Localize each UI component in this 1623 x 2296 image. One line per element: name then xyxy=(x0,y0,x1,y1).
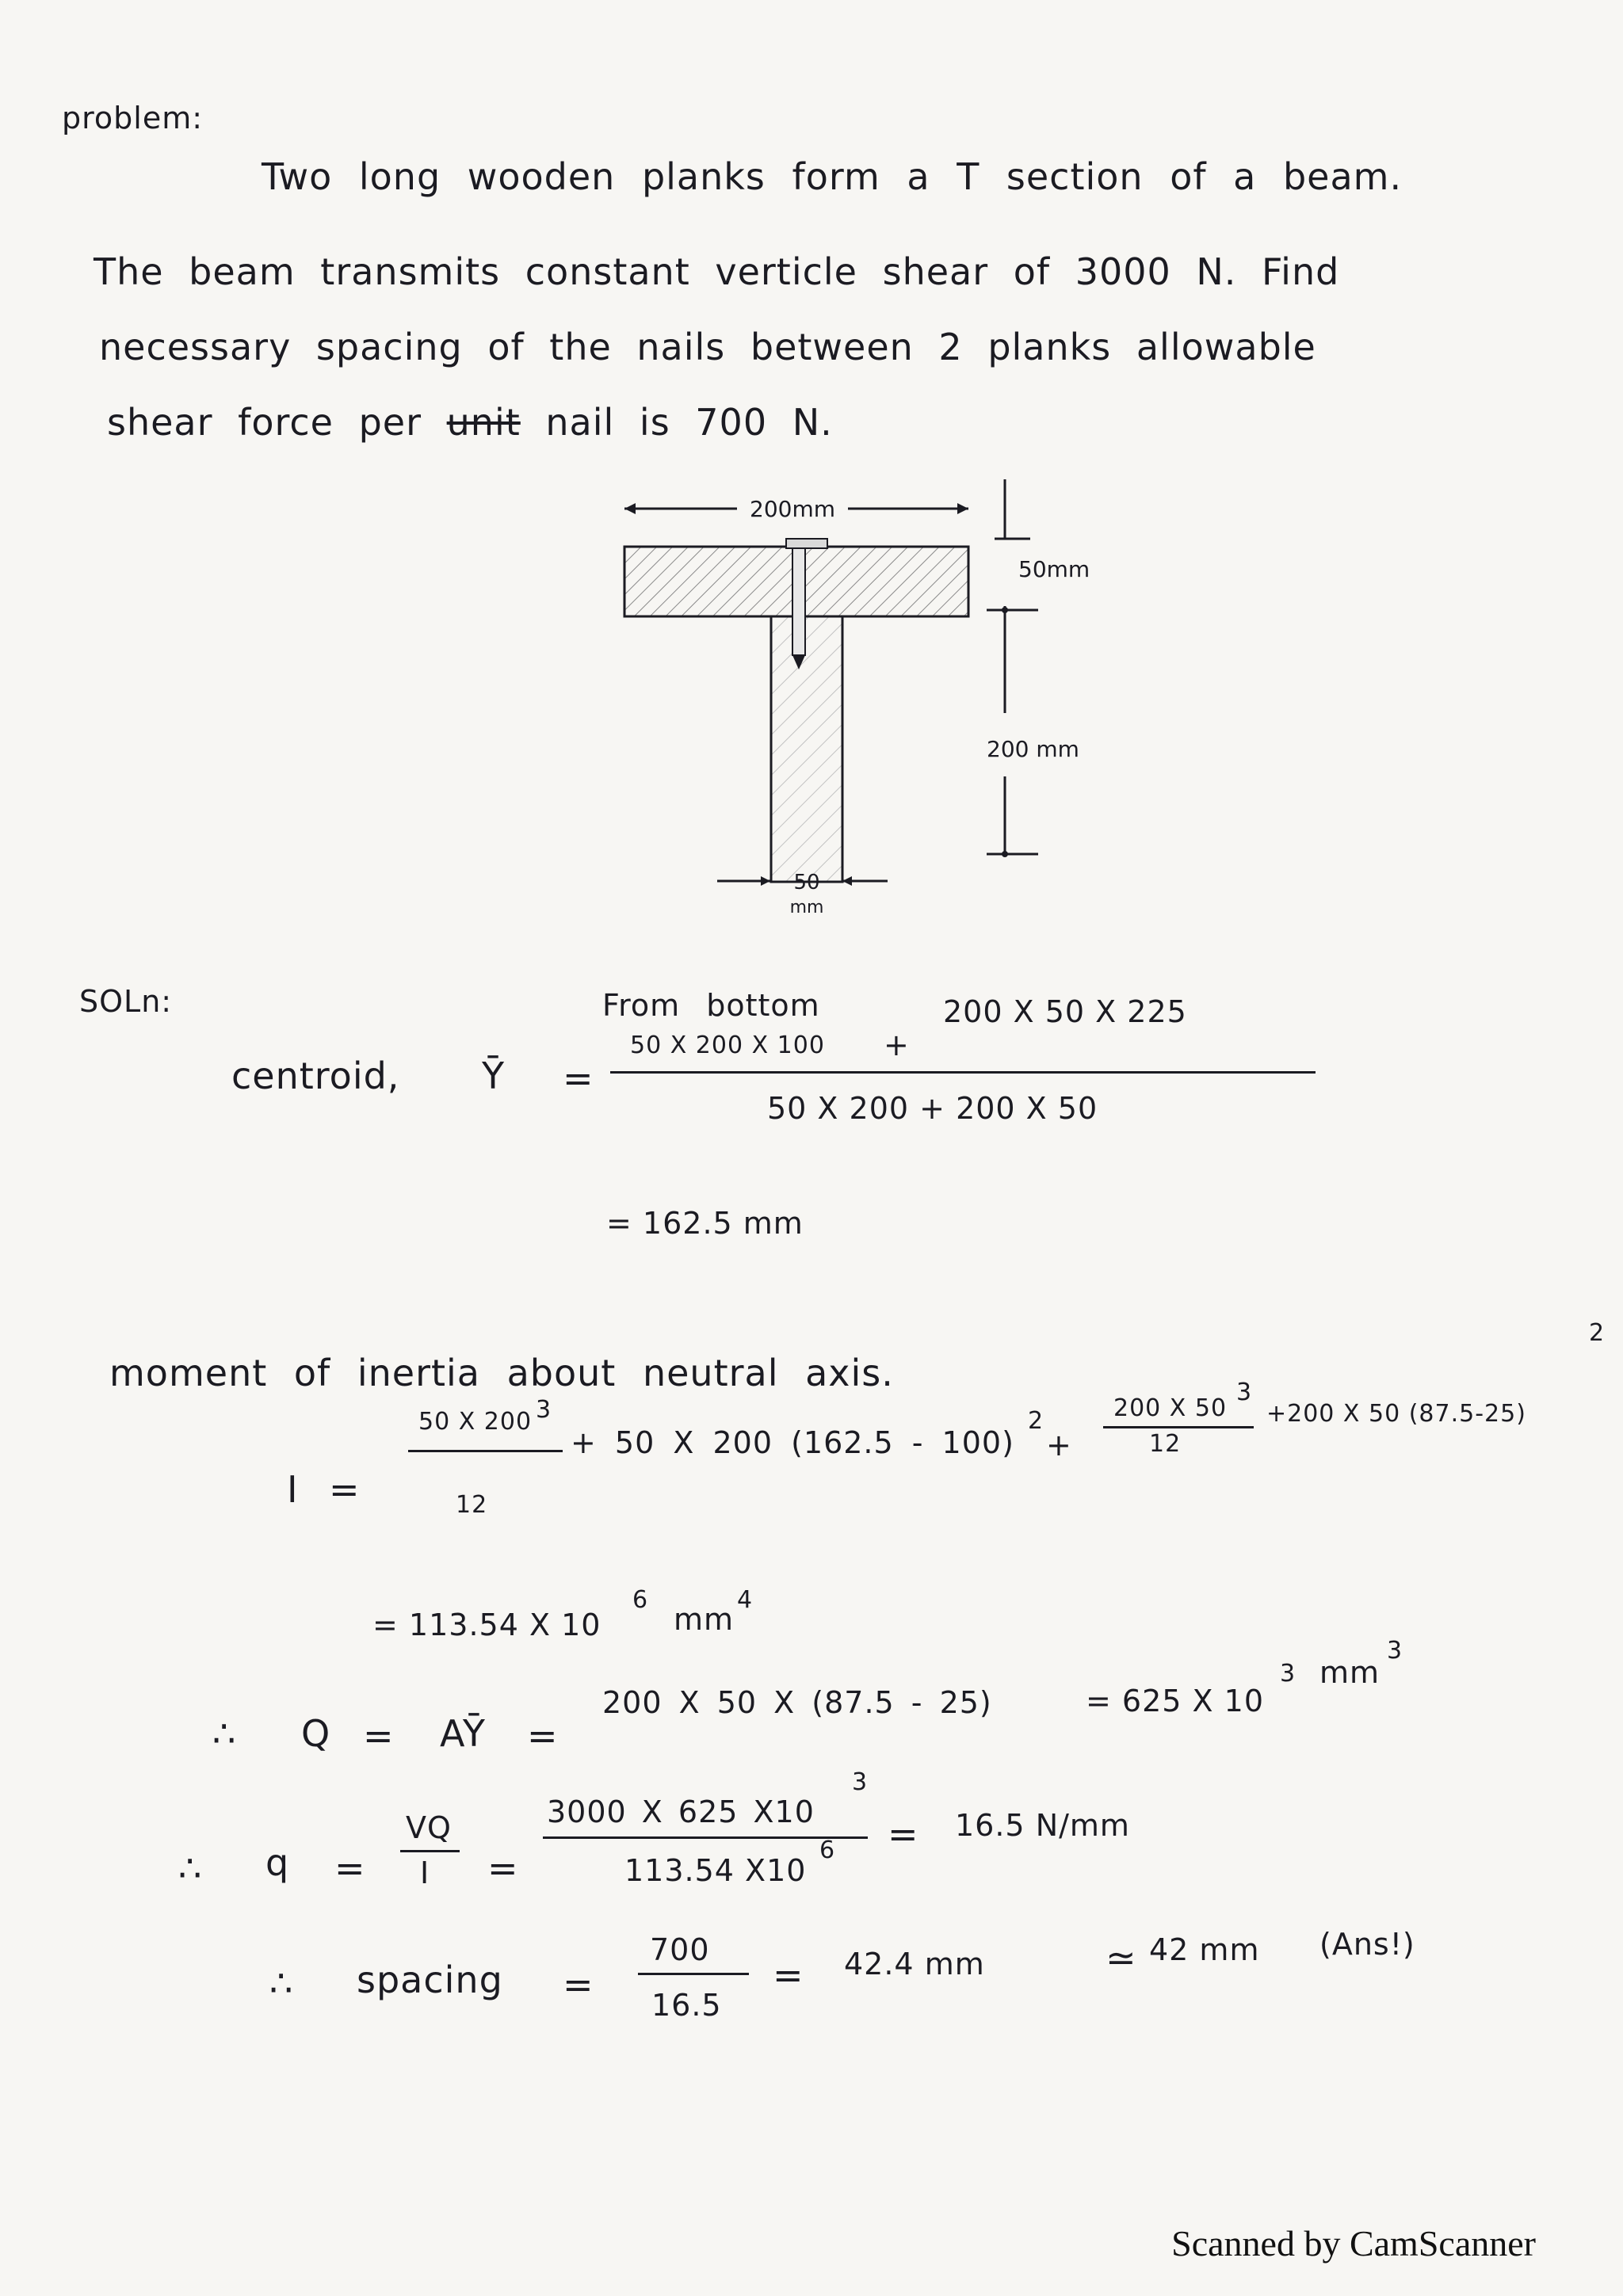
struck-word: unit xyxy=(446,401,521,444)
I-term1-numerator: 50 X 200 xyxy=(418,1408,533,1436)
spacing-final: 42 mm xyxy=(1149,1932,1260,1967)
therefore-symbol-Q: ∴ xyxy=(212,1712,237,1755)
q-label: q xyxy=(265,1841,290,1884)
I-term1-exponent: 3 xyxy=(536,1396,552,1424)
spacing-fraction-bar xyxy=(638,1973,749,1975)
problem-line-4 xyxy=(107,401,833,444)
I-term2-plus: + xyxy=(1046,1428,1072,1463)
spacing-equals-2: = xyxy=(773,1954,804,1997)
web-height-label: 200 mm xyxy=(987,736,1079,762)
Q-Ay: AȲ xyxy=(440,1712,486,1755)
I-term1-denominator: 12 xyxy=(456,1491,488,1519)
web-width-label: 50 xyxy=(793,871,820,894)
I-term3-fraction-bar xyxy=(1103,1426,1254,1428)
Q-result-unit: mm xyxy=(1319,1655,1381,1690)
web-width-dimension xyxy=(717,871,888,917)
approx-symbol: ≃ xyxy=(1106,1936,1137,1979)
ybar-symbol: Ȳ xyxy=(482,1055,506,1097)
plus-sign: + xyxy=(884,1028,910,1062)
q-denominator-2: 113.54 X10 xyxy=(624,1853,807,1888)
I-label: I xyxy=(287,1468,299,1511)
equals-sign: = xyxy=(563,1057,594,1100)
Q-equals-2: = xyxy=(527,1714,559,1757)
I-term3-exponent: 3 xyxy=(1236,1379,1252,1406)
I-term3-numerator: 200 X 50 xyxy=(1113,1394,1228,1422)
q-denominator-2-exponent: 6 xyxy=(819,1836,835,1864)
I-term4: +200 X 50 (87.5-25) xyxy=(1266,1400,1526,1428)
I-term1-fraction-bar xyxy=(408,1450,563,1452)
web-plank xyxy=(771,616,842,882)
spacing-result: 42.4 mm xyxy=(844,1947,985,1981)
I-term2: + 50 X 200 (162.5 - 100) xyxy=(571,1425,1014,1460)
problem-line-2: The beam transmits constant verticle shear of 3000 N. Find xyxy=(94,250,1340,293)
centroid-numerator-a: 50 X 200 X 100 xyxy=(630,1032,825,1059)
flange-depth-label: 50mm xyxy=(1018,556,1090,582)
q-equals-2: = xyxy=(487,1847,519,1890)
I-term4-exponent: 2 xyxy=(1589,1319,1605,1347)
Q-result-unit-exponent: 3 xyxy=(1387,1637,1403,1665)
Q-expression: 200 X 50 X (87.5 - 25) xyxy=(602,1685,992,1720)
I-term2-exponent: 2 xyxy=(1028,1407,1044,1435)
problem-label: problem: xyxy=(62,101,204,135)
answer-label: (Ans!) xyxy=(1319,1927,1415,1962)
Q-result: = 625 X 10 xyxy=(1086,1684,1264,1718)
flange-width-dimension xyxy=(624,496,968,522)
q-numerator-2-exponent: 3 xyxy=(852,1768,868,1796)
q-result: 16.5 N/mm xyxy=(955,1808,1130,1843)
q-equals-3: = xyxy=(888,1813,919,1855)
Q-equals-1: = xyxy=(363,1714,395,1757)
therefore-symbol-spacing: ∴ xyxy=(269,1962,294,2004)
q-equals-1: = xyxy=(334,1847,366,1890)
centroid-label: centroid, xyxy=(231,1055,400,1097)
q-numerator: VQ xyxy=(406,1810,452,1845)
I-equals: = xyxy=(329,1468,361,1511)
t-section-diagram xyxy=(586,475,1109,943)
therefore-symbol-q: ∴ xyxy=(178,1847,203,1890)
from-bottom-note: From bottom xyxy=(602,988,820,1023)
flange-width-label: 200mm xyxy=(750,496,835,522)
spacing-equals-1: = xyxy=(563,1963,594,2006)
I-result-exponent: 6 xyxy=(632,1586,648,1614)
problem-line-3: necessary spacing of the nails between 2 planks allowable xyxy=(99,326,1316,368)
I-result-unit: mm xyxy=(674,1602,735,1637)
problem-line-1: Two long wooden planks form a T section of a beam. xyxy=(262,155,1403,198)
moi-heading: moment of inertia about neutral axis. xyxy=(109,1352,894,1394)
problem-line-4-a: shear force per xyxy=(107,401,422,444)
web-width-unit: mm xyxy=(789,898,824,917)
I-result: = 113.54 X 10 xyxy=(372,1608,601,1642)
q-numerator-2: 3000 X 625 X10 xyxy=(547,1794,815,1829)
Q-label: Q xyxy=(301,1712,331,1755)
q-fraction-bar-1 xyxy=(400,1850,460,1852)
problem-line-4-b: nail is 700 N. xyxy=(545,401,833,444)
q-denominator: I xyxy=(420,1855,430,1890)
I-result-unit-exponent: 4 xyxy=(737,1586,753,1614)
spacing-numerator: 700 xyxy=(650,1932,710,1967)
I-term3-denominator: 12 xyxy=(1149,1430,1182,1458)
spacing-denominator: 16.5 xyxy=(651,1988,722,2023)
centroid-fraction-bar xyxy=(610,1071,1316,1074)
camscanner-watermark: Scanned by CamScanner xyxy=(1171,2223,1536,2264)
centroid-numerator-b: 200 X 50 X 225 xyxy=(943,994,1187,1029)
solution-label: SOLn: xyxy=(79,984,173,1019)
depth-dimensions xyxy=(987,479,1090,857)
spacing-label: spacing xyxy=(357,1958,503,2001)
Q-result-exponent: 3 xyxy=(1280,1660,1296,1688)
centroid-denominator: 50 X 200 + 200 X 50 xyxy=(767,1091,1098,1126)
centroid-result: = 162.5 mm xyxy=(606,1206,804,1241)
